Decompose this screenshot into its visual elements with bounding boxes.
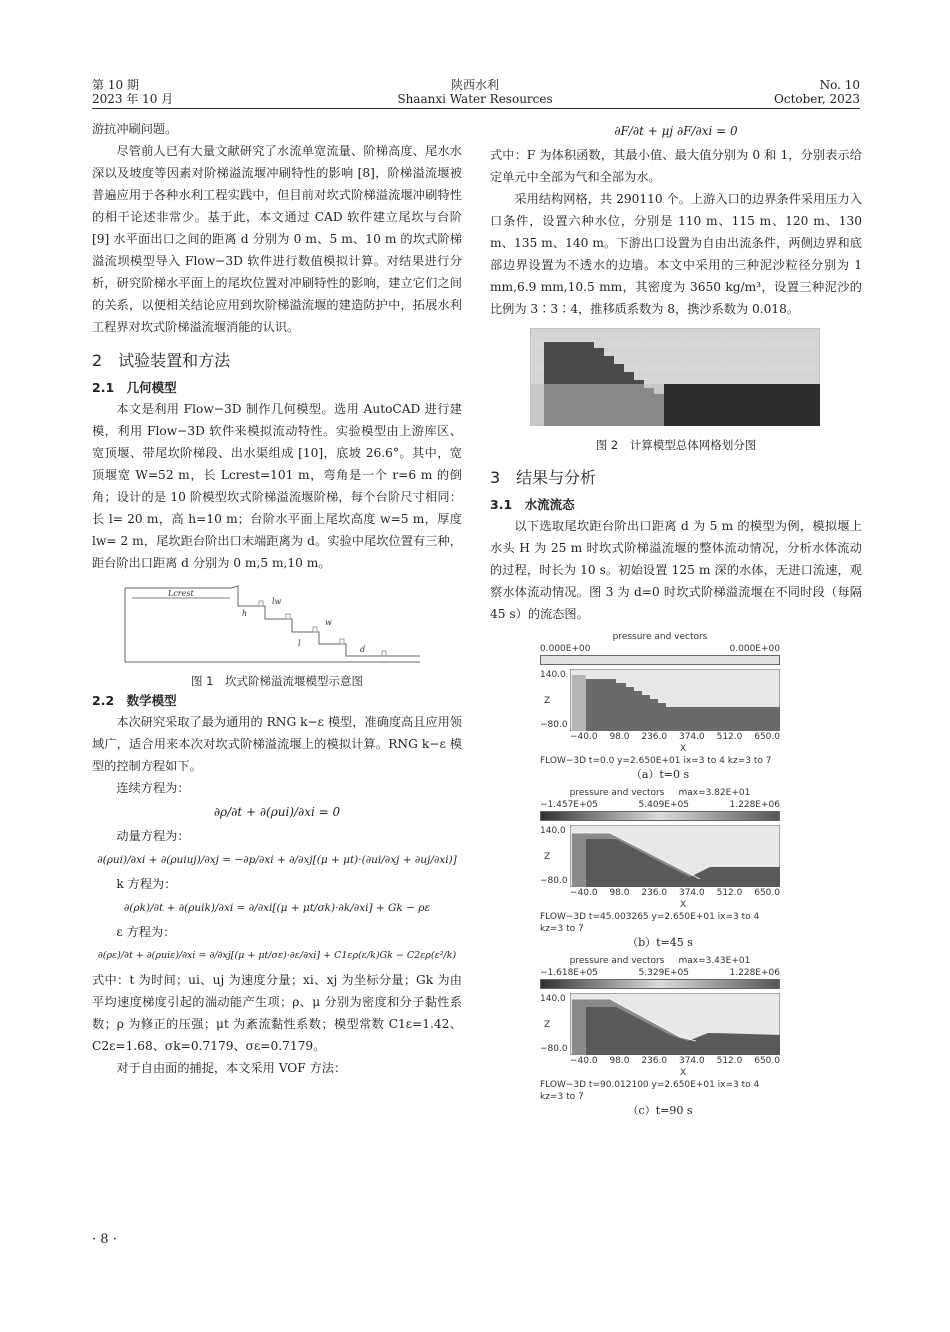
sim-a-xlabel: X	[680, 744, 687, 754]
section-heading-2: 2 试验装置和方法	[92, 351, 231, 370]
sim-c-plot	[570, 993, 780, 1055]
sim-panel-c	[540, 955, 780, 1119]
sim-b-ytop: 140.0	[540, 826, 566, 836]
header-issue-en-no: No. 10	[819, 78, 860, 92]
figure-2-caption: 图 2 计算模型总体网格划分图	[595, 438, 757, 452]
sim-c-xtick-0: −40.0	[570, 1056, 598, 1066]
paragraph-geometry: 本文是利用 Flow−3D 制作几何模型。选用 AutoCAD 进行建模，利用 Flow−3D 软件来模拟流动特性。实验模型由上游库区、宽顶堰、带尾坎阶梯段、出水渠组成 [10]，底坡 26.6°。其中，宽顶堰宽 W=52 m，长 Lcrest=101 m，弯角是一个 r=6 m 的倒角；设计的是 10 阶模型坎式阶梯溢流堰阶梯，每个台阶尺寸相同：长 l= 20 m，高 h=10 m；台阶水平面上尾坎高度 w=5 m，厚度 lw= 2 m，尾坎距台阶出口末端距离为 d。实验中尾坎位置有三种，距台阶出口距离 d 分别为 0 m,5 m,10 m。	[92, 402, 462, 570]
paragraph-vof: 对于自由面的捕捉，本文采用 VOF 方法：	[116, 1061, 347, 1075]
label-epsilon: ε 方程为：	[116, 925, 176, 939]
sim-b-xtick-5: 650.0	[754, 888, 780, 898]
equation-vof: ∂F/∂t + μj ∂F/∂xi = 0	[614, 124, 738, 138]
fig1-label-lcrest: Lcrest	[168, 589, 194, 598]
sim-c-max: max=3.43E+01	[678, 956, 751, 966]
section-heading-3: 3 结果与分析	[490, 468, 597, 487]
sim-c-ybot: −80.0	[540, 1044, 568, 1054]
sim-a-xtick-5: 650.0	[754, 732, 780, 742]
sim-a-footer: FLOW−3D t=0.0 y=2.650E+01 ix=3 to 4 kz=3 to 7	[540, 756, 772, 766]
fig1-label-w: w	[325, 618, 332, 627]
sim-b-xtick-2: 236.0	[641, 888, 668, 898]
sim-b-scale-mid: 5.409E+05	[638, 800, 689, 810]
header-journal-en: Shaanxi Water Resources	[397, 92, 553, 106]
sim-a-ytop: 140.0	[540, 670, 566, 680]
sim-panel-a	[540, 631, 780, 783]
fig1-label-lw: lw	[272, 597, 282, 606]
sim-b-zlabel: Z	[544, 852, 551, 862]
header-date-en: October, 2023	[774, 92, 860, 106]
sim-c-colorbar	[540, 979, 780, 989]
sim-a-ybot: −80.0	[540, 720, 568, 730]
sim-a-xtick-3: 374.0	[678, 732, 705, 742]
sim-b-ybot: −80.0	[540, 876, 568, 886]
sim-b-scale-left: −1.457E+05	[540, 800, 598, 810]
equation-momentum: ∂(ρui)/∂xi + ∂(ρuiuj)/∂xj = −∂p/∂xi + ∂/∂xj[(μ + μt)·(∂ui/∂xj + ∂uj/∂xi)]	[97, 854, 457, 866]
sim-c-scale-right: 1.228E+06	[729, 968, 780, 978]
sim-c-title: pressure and vectors	[569, 956, 665, 966]
sim-a-subcaption: （a）t=0 s	[630, 768, 690, 781]
label-continuity: 连续方程为：	[116, 781, 190, 795]
figure-3	[490, 631, 780, 1119]
sim-b-xtick-3: 374.0	[678, 888, 705, 898]
sim-a-zlabel: Z	[544, 696, 551, 706]
sim-c-footer: FLOW−3D t=90.012100 y=2.650E+01 ix=3 to 4 kz=3 to 7	[540, 1080, 760, 1102]
paragraph-symbols: 式中：t 为时间；ui、uj 为速度分量；xi、xj 为坐标分量；Gk 为由平均速度梯度引起的湍动能产生项；ρ、μ 分别为密度和分子黏性系数；ρ 为修正的压强；μt 为紊流黏性系数；模型常数 C1ε=1.42、C2ε=1.68、σk=0.7179、σε=0.7179。	[92, 973, 462, 1053]
page-number: · 8 ·	[92, 1232, 117, 1247]
sim-b-xlabel: X	[680, 900, 687, 910]
header-rule	[92, 108, 860, 109]
sim-b-colorbar	[540, 811, 780, 821]
header-date-cn: 2023 年 10 月	[92, 92, 174, 106]
equation-continuity: ∂ρ/∂t + ∂(ρui)/∂xi = 0	[213, 805, 341, 819]
paragraph-intro: 尽管前人已有大量文献研究了水流单宽流量、阶梯高度、尾水水深以及坡度等因素对阶梯溢流堰冲刷特性的影响 [8]，阶梯溢流堰被普遍应用于各种水利工程实践中，但目前对坎式阶梯溢流堰冲刷特性的相干论述非常少。基于此，本文通过 CAD 软件建立尾坎与台阶 [9] 水平面出口之间的距离 d 分别为 0 m、5 m、10 m 的坎式阶梯溢流坝模型导入 Flow−3D 软件进行数值模拟计算。对结果进行分析，研究阶梯水平面上的尾坎位置对冲刷特性的影响，建立它们之间的关系，以便相关结论应用到坎阶梯溢流堰的建造防护中，拓展水利工程界对坎式阶梯溢流堰消能的认识。	[92, 144, 462, 334]
header-journal-cn: 陕西水利	[450, 78, 499, 92]
paragraph-mesh: 采用结构网格，共 290110 个。上游入口的边界条件采用压力入口条件，设置六种水位，分别是 110 m、115 m、120 m、130 m、135 m、140 m。下游出口设置为自由出流条件，两侧边界和底部边界设置为不透水的边墙。本文中采用的三种泥沙粒径分别为 1 mm,6.9 mm,10.5 mm，其密度为 3650 kg/m³，设置三种泥沙的比例为 3∶3∶4，推移质系数为 8，携沙系数为 0.018。	[490, 192, 862, 316]
label-k: k 方程为：	[116, 877, 177, 891]
fig1-label-h: h	[242, 609, 248, 618]
subsection-heading-2-2: 2.2 数学模型	[92, 693, 177, 708]
label-momentum: 动量方程为：	[116, 829, 190, 843]
figure-1-caption: 图 1 坎式阶梯溢流堰模型示意图	[191, 674, 363, 688]
sim-c-scale-left: −1.618E+05	[540, 968, 598, 978]
sim-b-subcaption: （b）t=45 s	[627, 936, 693, 949]
sim-a-title: pressure and vectors	[612, 632, 708, 642]
sim-b-xtick-0: −40.0	[570, 888, 598, 898]
figure-2	[530, 328, 820, 433]
subsection-heading-3-1: 3.1 水流流态	[490, 497, 575, 512]
sim-c-xtick-2: 236.0	[641, 1056, 668, 1066]
sim-panel-b	[540, 787, 780, 951]
sim-b-footer: FLOW−3D t=45.003265 y=2.650E+01 ix=3 to 4 kz=3 to 7	[540, 912, 760, 934]
sim-b-xtick-1: 98.0	[609, 888, 630, 898]
sim-c-xtick-4: 512.0	[716, 1056, 743, 1066]
header-issue-cn: 第 10 期	[92, 78, 139, 92]
sim-b-title: pressure and vectors	[569, 788, 665, 798]
sim-a-colorbar	[540, 655, 780, 665]
figure-1-diagram	[120, 582, 450, 664]
paragraph-flow-regime: 以下选取尾坎距台阶出口距离 d 为 5 m 的模型为例，模拟堰上水头 H 为 25 m 时坎式阶梯溢流堰的整体流动情况，分析水体流动的过程，时长为 10 s。初始设置 125 m 深的水体，无进口流速，观察水体流动情况。图 3 为 d=0 时坎式阶梯溢流堰在不同时段（每隔 45 s）的流态图。	[490, 519, 862, 621]
left-column	[92, 118, 462, 1079]
equation-k: ∂(ρk)/∂t + ∂(ρuik)/∂xi = ∂/∂xi[(μ + μt/σk)·∂k/∂xi] + Gk − ρε	[123, 902, 431, 914]
sim-a-xtick-1: 98.0	[609, 732, 630, 742]
header-issue-en	[774, 78, 860, 106]
paragraph-math-model: 本次研究采取了最为通用的 RNG k−ε 模型，准确度高且应用领域广，适合用来本次对坎式阶梯溢流堰上的模拟计算。RNG k−ε 模型的控制方程如下。	[92, 715, 462, 773]
sim-a-scale-right: 0.000E+00	[729, 644, 780, 654]
sim-a-xtick-2: 236.0	[641, 732, 668, 742]
sim-a-xtick-4: 512.0	[716, 732, 743, 742]
right-column	[490, 118, 862, 1123]
sim-c-ytop: 140.0	[540, 994, 566, 1004]
sim-a-xtick-0: −40.0	[570, 732, 598, 742]
sim-b-plot	[570, 825, 780, 887]
paragraph-continuation: 游抗冲刷问题。	[92, 122, 178, 136]
figure-1	[120, 582, 462, 671]
sim-a-scale-left: 0.000E+00	[540, 644, 591, 654]
subsection-heading-2-1: 2.1 几何模型	[92, 380, 177, 395]
sim-c-xtick-1: 98.0	[609, 1056, 630, 1066]
figure-2-mesh	[530, 328, 820, 426]
sim-b-max: max=3.82E+01	[678, 788, 751, 798]
sim-c-subcaption: （c）t=90 s	[627, 1104, 693, 1117]
sim-a-plot	[570, 669, 780, 731]
equation-epsilon: ∂(ρε)/∂t + ∂(ρuiε)/∂xi = ∂/∂xj[(μ + μt/σε)·∂ε/∂xi] + C1ερ(ε/k)Gk − C2ερ(ε²/k)	[97, 950, 457, 961]
fig1-label-l: l	[298, 639, 301, 648]
sim-c-xtick-5: 650.0	[754, 1056, 780, 1066]
sim-b-scale-right: 1.228E+06	[729, 800, 780, 810]
sim-c-xtick-3: 374.0	[678, 1056, 705, 1066]
sim-b-xtick-4: 512.0	[716, 888, 743, 898]
sim-c-scale-mid: 5.329E+05	[638, 968, 689, 978]
sim-c-zlabel: Z	[544, 1020, 551, 1030]
fig1-label-d: d	[360, 645, 366, 654]
sim-c-xlabel: X	[680, 1068, 687, 1078]
paragraph-vof-def: 式中：F 为体积函数，其最小值、最大值分别为 0 和 1，分别表示给定单元中全部为气和全部为水。	[490, 148, 862, 184]
